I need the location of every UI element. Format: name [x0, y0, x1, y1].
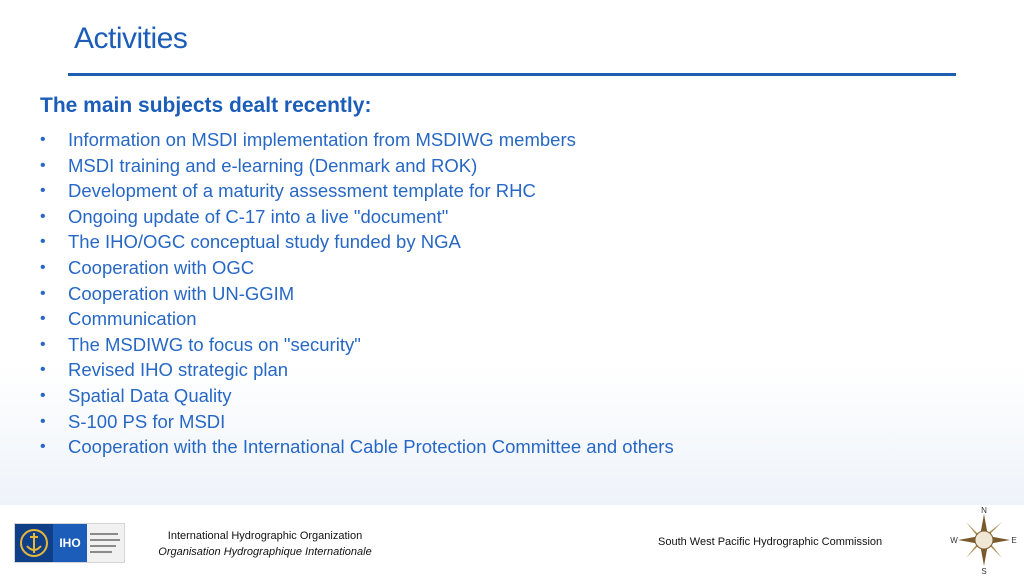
- bullet-icon: •: [40, 233, 46, 251]
- bullet-icon: •: [40, 335, 46, 353]
- bullet-list: [40, 127, 674, 460]
- bullet-icon: •: [40, 361, 46, 379]
- bullet-icon: •: [40, 131, 46, 148]
- bullet-item: • Ongoing update of C-17 into a live "document": [40, 204, 674, 230]
- org-name-en: International Hydrographic Organization: [167, 530, 363, 542]
- compass-n: N: [981, 506, 987, 515]
- iho-logo-text: IHO: [53, 524, 87, 562]
- compass-e: E: [1011, 536, 1017, 545]
- bullet-item: • Revised IHO strategic plan: [40, 357, 674, 383]
- compass-rose-logo: [948, 504, 1020, 576]
- bullet-icon: •: [40, 386, 46, 404]
- bullet-item: • Cooperation with UN-GGIM: [40, 281, 674, 307]
- bullet-item: • Cooperation with the International Cable Protection Committee and others: [40, 434, 674, 460]
- bullet-item: • Spatial Data Quality: [40, 383, 674, 409]
- slide-title: Activities: [74, 22, 188, 55]
- bullet-icon: •: [40, 207, 46, 225]
- iho-logo: [14, 523, 125, 563]
- bullet-item: • The IHO/OGC conceptual study funded by NGA: [40, 229, 674, 255]
- bullet-icon: •: [40, 156, 46, 174]
- bullet-icon: •: [40, 310, 46, 328]
- commission-name: South West Pacific Hydrographic Commission: [658, 536, 883, 548]
- bullet-icon: •: [40, 438, 46, 456]
- organization-name: [140, 528, 390, 560]
- section-heading: The main subjects dealt recently:: [40, 94, 372, 117]
- iho-logo-fineprint: [87, 524, 124, 562]
- bullet-icon: •: [40, 258, 46, 276]
- bullet-item: • MSDI training and e-learning (Denmark and ROK): [40, 153, 674, 179]
- compass-rose-icon: [958, 514, 1010, 566]
- compass-s: S: [981, 567, 987, 576]
- bullet-item: • S-100 PS for MSDI: [40, 409, 674, 435]
- bullet-icon: •: [40, 412, 46, 430]
- bullet-item: • Information on MSDI implementation from MSDIWG members: [40, 127, 674, 153]
- bullet-item: • Development of a maturity assessment template for RHC: [40, 178, 674, 204]
- compass-w: W: [950, 536, 958, 545]
- bullet-icon: •: [40, 182, 46, 200]
- bullet-icon: •: [40, 284, 46, 302]
- iho-seal-icon: [15, 524, 53, 562]
- bullet-item: • Cooperation with OGC: [40, 255, 674, 281]
- title-divider: [68, 73, 956, 76]
- org-name-fr: Organisation Hydrographique Internationale: [158, 546, 372, 558]
- bullet-item: • The MSDIWG to focus on "security": [40, 332, 674, 358]
- bullet-item: • Communication: [40, 306, 674, 332]
